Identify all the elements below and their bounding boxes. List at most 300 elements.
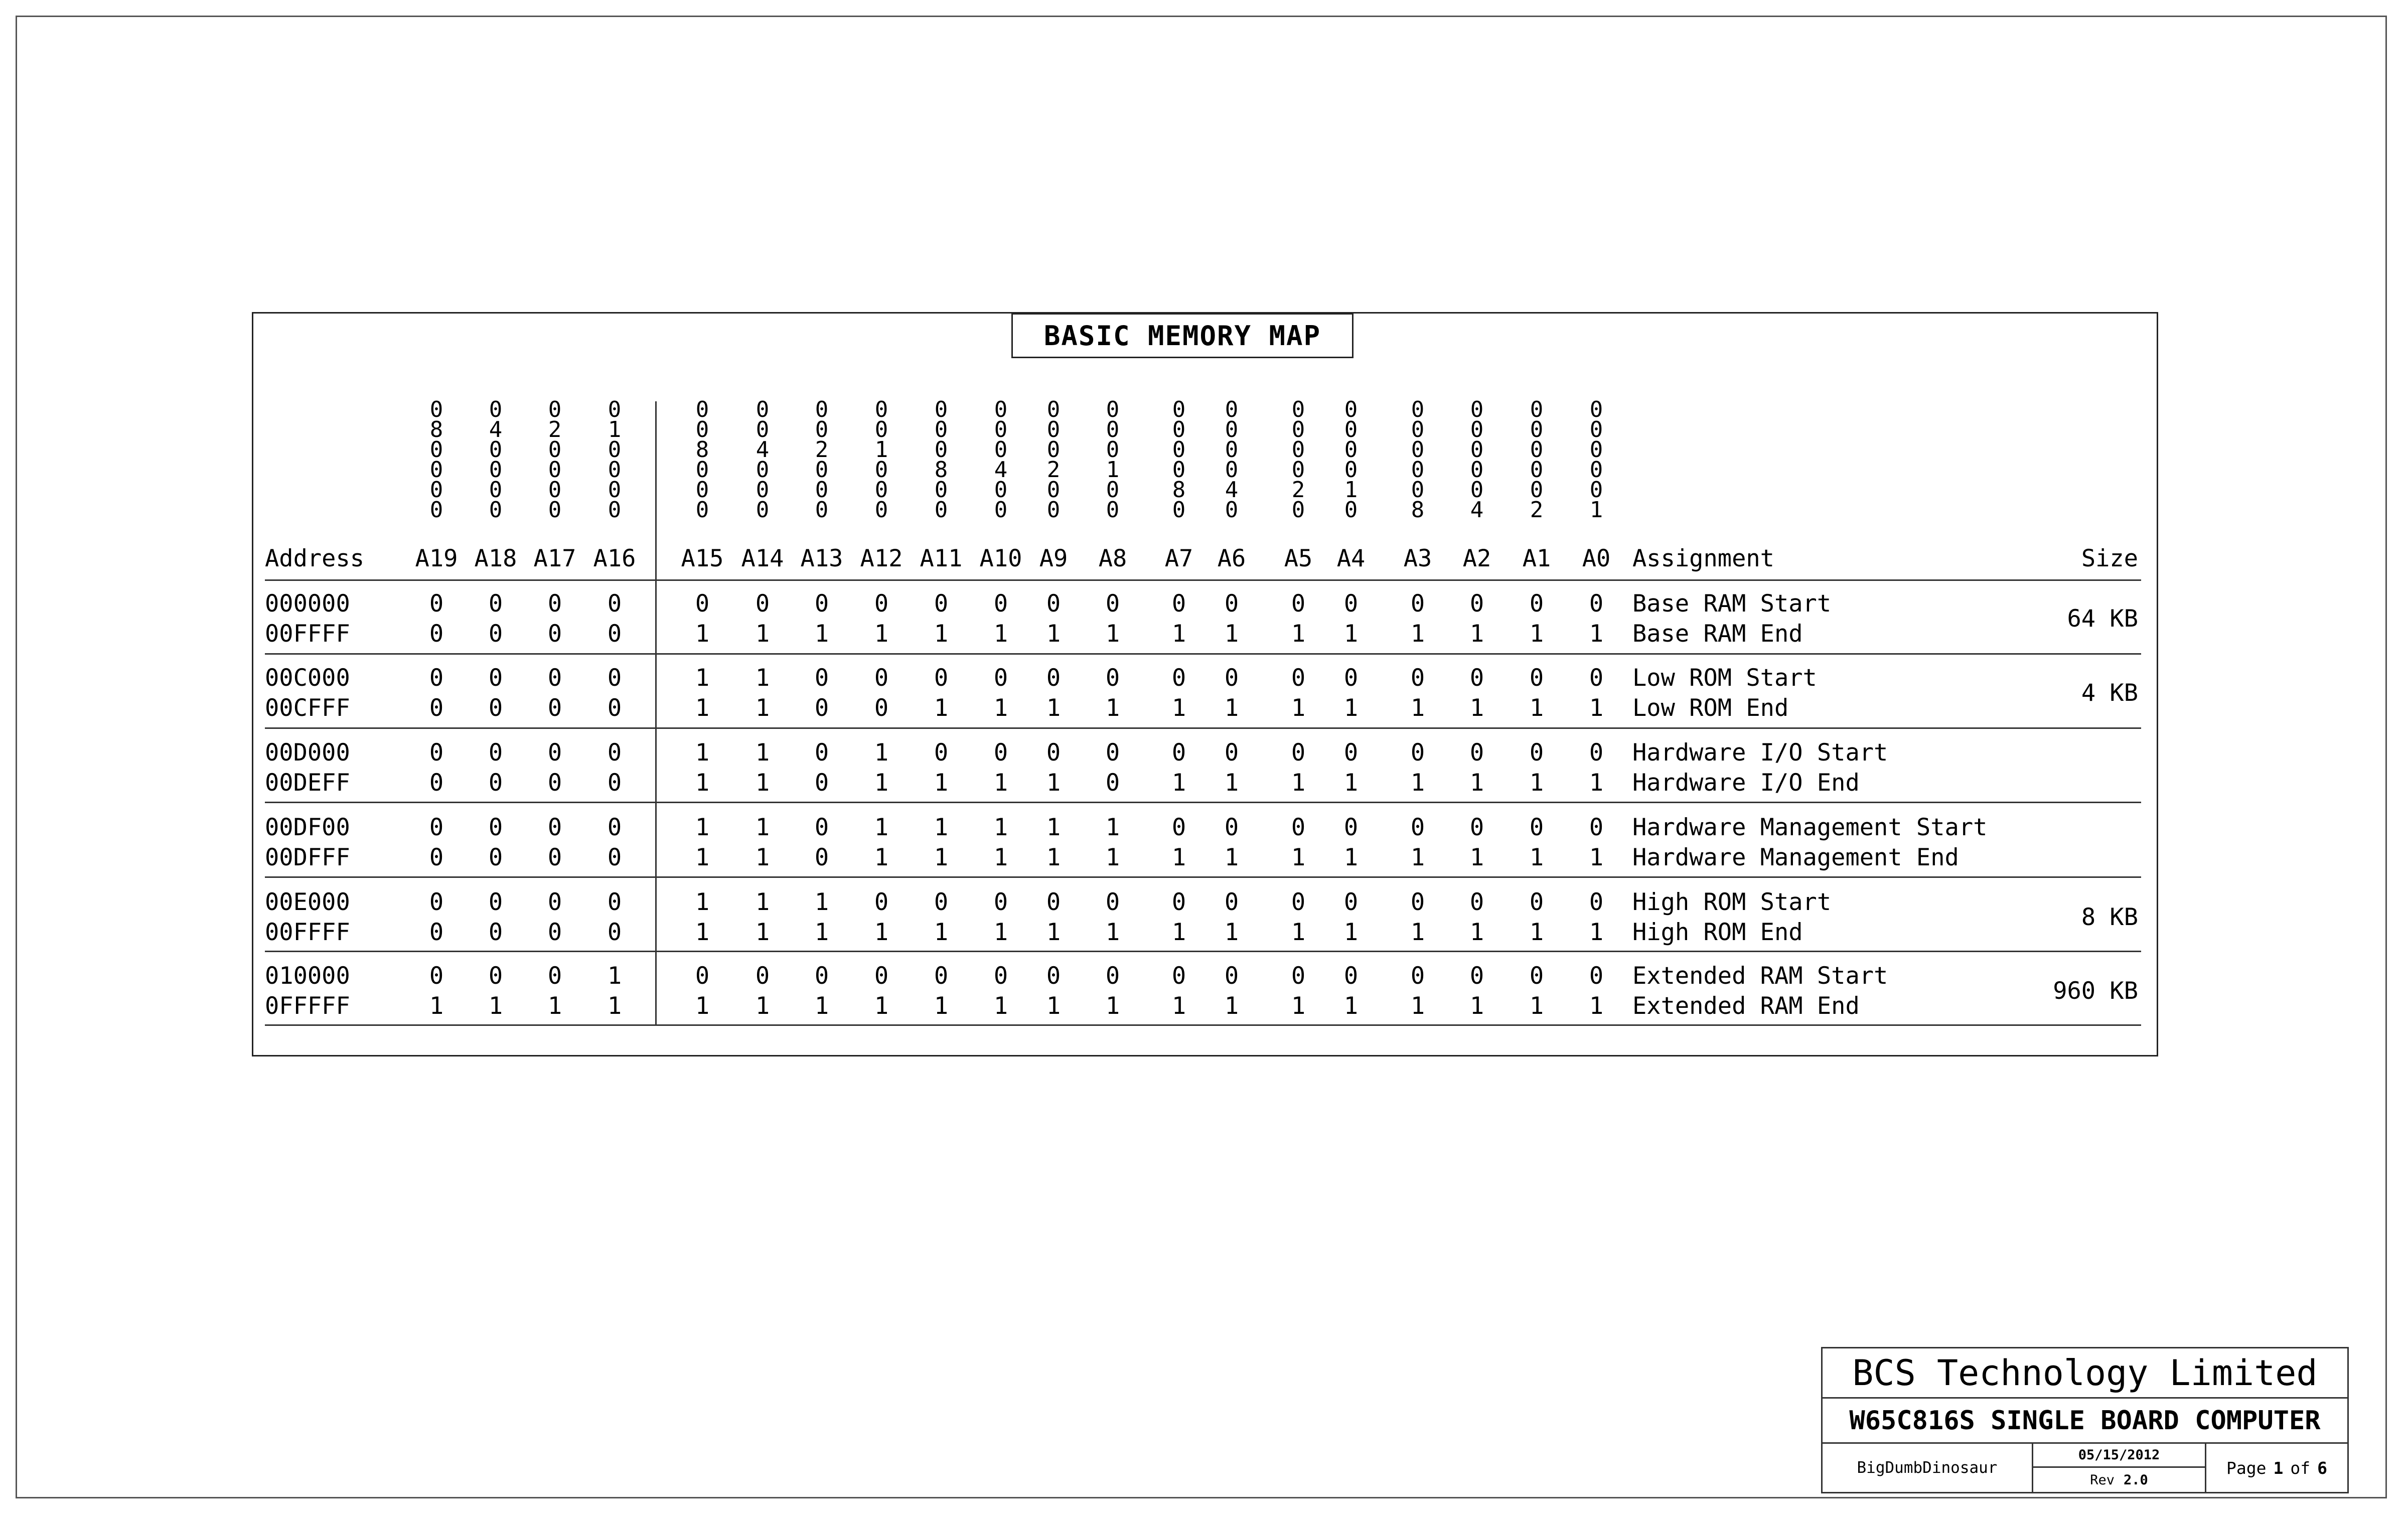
- column-weight-digit: 0: [756, 457, 770, 483]
- bit-cell: 0: [1529, 888, 1544, 916]
- column-weight-digit: 0: [1106, 417, 1120, 442]
- column-weight-digit: 0: [548, 477, 562, 503]
- title-block: [1821, 1347, 2349, 1493]
- bit-cell: 1: [934, 769, 949, 797]
- row-separator: [265, 727, 2141, 729]
- column-weight-digit: 0: [756, 417, 770, 442]
- revision-label: Rev: [2090, 1472, 2115, 1488]
- assignment-cell: Base RAM Start: [1632, 590, 1832, 618]
- bit-cell: 1: [1410, 844, 1425, 871]
- assignment-cell: Hardware Management Start: [1632, 814, 1988, 841]
- column-weight-digit: 4: [489, 417, 503, 442]
- bit-cell: 0: [874, 590, 889, 618]
- column-weight-digit: 0: [1291, 417, 1305, 442]
- column-weight-digit: 0: [1411, 417, 1425, 442]
- bit-cell: 0: [1343, 739, 1359, 767]
- bit-cell: 0: [1046, 739, 1061, 767]
- bit-cell: 0: [429, 888, 444, 916]
- bit-cell: 1: [1291, 919, 1306, 946]
- column-weight-digit: 0: [1530, 437, 1544, 463]
- bit-cell: 0: [607, 620, 622, 648]
- bit-cell: 0: [488, 962, 503, 990]
- bit-cell: 1: [1529, 769, 1544, 797]
- row-separator: [265, 951, 2141, 952]
- bit-cell: 0: [1105, 888, 1120, 916]
- bit-cell: 1: [934, 919, 949, 946]
- column-weight-digit: 0: [1344, 457, 1358, 483]
- bit-cell: 0: [1291, 962, 1306, 990]
- bit-cell: 0: [429, 739, 444, 767]
- bit-cell: 1: [1589, 919, 1604, 946]
- bit-cell: 1: [874, 620, 889, 648]
- page-number: [2206, 1444, 2347, 1492]
- column-weight-digit: 0: [815, 417, 829, 442]
- column-weight-digit: 0: [1172, 437, 1186, 463]
- bit-cell: 0: [1529, 814, 1544, 841]
- bit-cell: 0: [1171, 962, 1186, 990]
- bit-cell: 0: [1291, 888, 1306, 916]
- bit-cell: 0: [429, 620, 444, 648]
- assignment-cell: High ROM End: [1632, 919, 1803, 946]
- bit-cell: 0: [993, 590, 1008, 618]
- column-weight-digit: 0: [1589, 437, 1603, 463]
- column-header-a3: A3: [1403, 545, 1432, 572]
- bit-cell: 0: [547, 962, 562, 990]
- bit-cell: 0: [429, 664, 444, 692]
- bit-cell: 0: [429, 590, 444, 618]
- bit-cell: 1: [1224, 992, 1239, 1020]
- bit-cell: 0: [1589, 590, 1604, 618]
- column-weight-digit: 0: [934, 437, 948, 463]
- bit-cell: 0: [874, 888, 889, 916]
- bit-cell: 1: [934, 694, 949, 722]
- bit-cell: 1: [695, 769, 710, 797]
- bit-cell: 0: [607, 769, 622, 797]
- address-cell: 00FFFF: [265, 620, 350, 648]
- bit-cell: 1: [1046, 620, 1061, 648]
- column-weight-digit: 0: [934, 477, 948, 503]
- column-weight-digit: 0: [1106, 397, 1120, 422]
- bit-cell: 0: [1469, 888, 1484, 916]
- bit-cell: 0: [488, 664, 503, 692]
- bit-cell: 1: [1291, 992, 1306, 1020]
- column-weight-digit: 0: [1291, 397, 1305, 422]
- bit-cell: 0: [1410, 962, 1425, 990]
- bit-cell: 1: [547, 992, 562, 1020]
- bit-cell: 0: [1105, 590, 1120, 618]
- assignment-cell: High ROM Start: [1632, 888, 1832, 916]
- bit-cell: 1: [1343, 844, 1359, 871]
- bit-cell: 0: [547, 769, 562, 797]
- column-weight-digit: 0: [1344, 437, 1358, 463]
- column-weight-digit: 1: [1106, 457, 1120, 483]
- column-weight-digit: 0: [1589, 417, 1603, 442]
- column-weight-digit: 2: [1046, 457, 1061, 483]
- bit-cell: 1: [993, 620, 1008, 648]
- assignment-cell: Extended RAM Start: [1632, 962, 1888, 990]
- bit-cell: 0: [488, 919, 503, 946]
- column-weight-digit: 0: [548, 437, 562, 463]
- column-weight-digit: 0: [1530, 397, 1544, 422]
- column-weight-digit: 0: [1106, 437, 1120, 463]
- column-weight-digit: 0: [874, 497, 888, 523]
- column-header-a10: A10: [979, 545, 1022, 572]
- bit-cell: 0: [874, 694, 889, 722]
- column-weight-digit: 0: [874, 397, 888, 422]
- assignment-cell: Low ROM End: [1632, 694, 1789, 722]
- column-weight-digit: 0: [548, 397, 562, 422]
- address-cell: 00DEFF: [265, 769, 350, 797]
- bit-cell: 0: [1046, 590, 1061, 618]
- bit-cell: 1: [1589, 844, 1604, 871]
- column-weight-digit: 0: [934, 497, 948, 523]
- assignment-cell: Low ROM Start: [1632, 664, 1817, 692]
- column-header-a16: A16: [593, 545, 636, 572]
- memory-map-frame: [252, 312, 2158, 1056]
- column-weight-digit: 0: [1470, 477, 1484, 503]
- bit-cell: 0: [607, 590, 622, 618]
- bit-cell: 0: [755, 962, 770, 990]
- bit-cell: 1: [1046, 992, 1061, 1020]
- bit-cell: 0: [488, 739, 503, 767]
- bit-cell: 0: [1469, 962, 1484, 990]
- column-header-a4: A4: [1336, 545, 1366, 572]
- bit-cell: 0: [1529, 962, 1544, 990]
- column-weight-digit: 0: [934, 417, 948, 442]
- bit-cell: 1: [934, 992, 949, 1020]
- bit-cell: 0: [1171, 814, 1186, 841]
- column-weight-digit: 0: [874, 417, 888, 442]
- bit-cell: 1: [874, 844, 889, 871]
- row-separator: [265, 876, 2141, 878]
- column-weight-digit: 0: [429, 437, 443, 463]
- bit-cell: 0: [1469, 590, 1484, 618]
- column-weight-digit: 0: [1225, 417, 1239, 442]
- bit-cell: 0: [1291, 664, 1306, 692]
- bit-cell: 1: [1291, 769, 1306, 797]
- column-weight-digit: 0: [1046, 437, 1061, 463]
- bit-cell: 0: [1046, 888, 1061, 916]
- column-weight-digit: 0: [994, 437, 1008, 463]
- bit-cell: 1: [1469, 844, 1484, 871]
- bit-cell: 1: [1410, 620, 1425, 648]
- column-weight-digit: 0: [1172, 457, 1186, 483]
- column-weight-digit: 0: [1411, 437, 1425, 463]
- bit-cell: 0: [1105, 739, 1120, 767]
- address-cell: 00DFFF: [265, 844, 350, 871]
- bit-cell: 0: [607, 888, 622, 916]
- drawing-date: 05/15/2012: [2033, 1444, 2206, 1468]
- bit-cell: 1: [1469, 620, 1484, 648]
- column-weight-digit: 0: [815, 497, 829, 523]
- column-weight-digit: 0: [489, 437, 503, 463]
- column-weight-digit: 0: [695, 457, 709, 483]
- bit-cell: 1: [1410, 992, 1425, 1020]
- bit-cell: 0: [488, 814, 503, 841]
- bit-cell: 0: [547, 694, 562, 722]
- page-label: Page: [2226, 1458, 2267, 1478]
- column-weight-digit: 4: [1470, 497, 1484, 523]
- column-header-a0: A0: [1582, 545, 1611, 572]
- column-weight-digit: 0: [608, 457, 622, 483]
- bit-cell: 0: [547, 888, 562, 916]
- bit-cell: 1: [814, 620, 829, 648]
- bit-cell: 1: [755, 620, 770, 648]
- bit-cell: 0: [695, 590, 710, 618]
- address-cell: 00E000: [265, 888, 350, 916]
- bit-cell: 0: [607, 919, 622, 946]
- column-weight-digit: 0: [1530, 457, 1544, 483]
- bit-cell: 0: [1410, 664, 1425, 692]
- column-weight-digit: 0: [874, 457, 888, 483]
- column-weight-digit: 0: [548, 497, 562, 523]
- bit-cell: 0: [1105, 962, 1120, 990]
- column-weight-digit: 0: [1589, 397, 1603, 422]
- assignment-header: Assignment: [1632, 545, 1774, 572]
- address-cell: 00D000: [265, 739, 350, 767]
- bit-cell: 1: [1171, 992, 1186, 1020]
- bit-cell: 1: [1046, 919, 1061, 946]
- assignment-cell: Hardware I/O End: [1632, 769, 1860, 797]
- column-weight-digit: 0: [695, 417, 709, 442]
- bit-cell: 0: [488, 888, 503, 916]
- bit-cell: 0: [993, 888, 1008, 916]
- column-header-a12: A12: [860, 545, 903, 572]
- bit-cell: 1: [1105, 694, 1120, 722]
- column-weight-digit: 0: [994, 417, 1008, 442]
- bit-cell: 1: [1529, 919, 1544, 946]
- column-weight-digit: 0: [756, 477, 770, 503]
- column-weight-digit: 0: [1225, 437, 1239, 463]
- column-weight-digit: 4: [1225, 477, 1239, 503]
- bit-cell: 1: [1105, 844, 1120, 871]
- bit-cell: 0: [607, 664, 622, 692]
- bit-cell: 1: [1589, 694, 1604, 722]
- page-of-label: of: [2290, 1458, 2311, 1478]
- column-weight-digit: 0: [1291, 497, 1305, 523]
- column-weight-digit: 4: [756, 437, 770, 463]
- bit-cell: 1: [1224, 844, 1239, 871]
- bit-cell: 0: [1171, 664, 1186, 692]
- address-cell: 00C000: [265, 664, 350, 692]
- bit-cell: 1: [993, 814, 1008, 841]
- column-header-a7: A7: [1164, 545, 1193, 572]
- size-cell: 64 KB: [2067, 605, 2138, 633]
- column-weight-digit: 0: [1530, 417, 1544, 442]
- column-weight-digit: 0: [1225, 457, 1239, 483]
- column-weight-digit: 2: [548, 417, 562, 442]
- bit-cell: 0: [814, 664, 829, 692]
- bit-cell: 1: [1469, 769, 1484, 797]
- bit-cell: 0: [1343, 590, 1359, 618]
- bit-cell: 0: [1224, 888, 1239, 916]
- bit-cell: 0: [814, 769, 829, 797]
- bit-cell: 0: [1529, 590, 1544, 618]
- bit-cell: 0: [1589, 814, 1604, 841]
- bit-cell: 1: [607, 992, 622, 1020]
- bit-cell: 0: [993, 739, 1008, 767]
- bit-cell: 0: [934, 962, 949, 990]
- bit-cell: 1: [755, 694, 770, 722]
- bit-cell: 0: [1469, 814, 1484, 841]
- column-weight-digit: 1: [608, 417, 622, 442]
- bit-cell: 0: [814, 814, 829, 841]
- bit-cell: 1: [1343, 694, 1359, 722]
- bit-cell: 1: [1171, 844, 1186, 871]
- bit-cell: 0: [547, 590, 562, 618]
- bit-cell: 1: [814, 888, 829, 916]
- column-header-a6: A6: [1217, 545, 1246, 572]
- bit-cell: 1: [1224, 769, 1239, 797]
- bit-cell: 1: [695, 620, 710, 648]
- column-weight-digit: 2: [1530, 497, 1544, 523]
- bit-cell: 1: [1343, 992, 1359, 1020]
- bit-cell: 0: [1171, 888, 1186, 916]
- column-weight-digit: 0: [489, 397, 503, 422]
- column-weight-digit: 0: [1470, 437, 1484, 463]
- bit-cell: 1: [874, 919, 889, 946]
- bit-cell: 0: [1171, 590, 1186, 618]
- bit-cell: 0: [607, 844, 622, 871]
- bit-cell: 0: [429, 814, 444, 841]
- column-weight-digit: 8: [934, 457, 948, 483]
- size-cell: 4 KB: [2081, 679, 2138, 707]
- bit-cell: 1: [1171, 919, 1186, 946]
- column-weight-digit: 0: [1530, 477, 1544, 503]
- bit-cell: 0: [814, 590, 829, 618]
- bit-cell: 0: [607, 739, 622, 767]
- column-weight-digit: 0: [1470, 417, 1484, 442]
- address-header: Address: [265, 545, 365, 572]
- bit-cell: 0: [1469, 664, 1484, 692]
- bit-cell: 1: [695, 664, 710, 692]
- column-weight-digit: 0: [548, 457, 562, 483]
- column-weight-digit: 0: [1106, 497, 1120, 523]
- bit-cell: 1: [1343, 769, 1359, 797]
- bit-cell: 1: [1046, 769, 1061, 797]
- column-weight-digit: 0: [1344, 397, 1358, 422]
- column-weight-digit: 8: [1411, 497, 1425, 523]
- bit-cell: 1: [1410, 919, 1425, 946]
- bit-cell: 1: [1171, 769, 1186, 797]
- bit-cell: 1: [1589, 992, 1604, 1020]
- column-weight-digit: 0: [994, 397, 1008, 422]
- column-weight-digit: 0: [1046, 397, 1061, 422]
- bit-cell: 1: [1046, 814, 1061, 841]
- bit-cell: 1: [695, 694, 710, 722]
- revision: [2033, 1468, 2206, 1492]
- bit-cell: 0: [1224, 962, 1239, 990]
- bit-cell: 1: [755, 769, 770, 797]
- bit-cell: 0: [1589, 888, 1604, 916]
- bit-cell: 1: [1105, 919, 1120, 946]
- assignment-cell: Extended RAM End: [1632, 992, 1860, 1020]
- bit-cell: 1: [934, 844, 949, 871]
- bit-cell: 0: [547, 844, 562, 871]
- column-weight-digit: 0: [1172, 417, 1186, 442]
- size-cell: 960 KB: [2053, 977, 2138, 1005]
- bit-cell: 0: [429, 962, 444, 990]
- column-header-a17: A17: [533, 545, 576, 572]
- bit-cell: 1: [934, 814, 949, 841]
- bit-cell: 1: [488, 992, 503, 1020]
- column-weight-digit: 8: [429, 417, 443, 442]
- bit-cell: 1: [695, 992, 710, 1020]
- bit-cell: 0: [1410, 590, 1425, 618]
- bit-cell: 1: [874, 992, 889, 1020]
- bit-cell: 1: [755, 814, 770, 841]
- column-weight-digit: 0: [429, 397, 443, 422]
- bit-cell: 1: [1224, 694, 1239, 722]
- bit-cell: 1: [1171, 620, 1186, 648]
- bit-cell: 0: [874, 962, 889, 990]
- column-weight-digit: 0: [1225, 397, 1239, 422]
- row-separator: [265, 579, 2141, 581]
- bit-cell: 1: [1105, 814, 1120, 841]
- bit-cell: 0: [429, 844, 444, 871]
- address-cell: 00CFFF: [265, 694, 350, 722]
- address-cell: 00DF00: [265, 814, 350, 841]
- column-header-a19: A19: [415, 545, 458, 572]
- bit-cell: 0: [1224, 590, 1239, 618]
- bit-cell: 1: [993, 769, 1008, 797]
- row-separator: [265, 802, 2141, 803]
- column-weight-digit: 1: [874, 437, 888, 463]
- bit-cell: 0: [429, 694, 444, 722]
- bit-cell: 1: [874, 814, 889, 841]
- bit-cell: 0: [1105, 664, 1120, 692]
- bit-cell: 0: [934, 888, 949, 916]
- column-header-a1: A1: [1522, 545, 1551, 572]
- bit-cell: 0: [607, 694, 622, 722]
- bit-cell: 0: [1171, 739, 1186, 767]
- address-cell: 0FFFFF: [265, 992, 350, 1020]
- author-name: BigDumbDinosaur: [1823, 1444, 2033, 1492]
- bit-cell: 1: [1529, 844, 1544, 871]
- bit-cell: 0: [814, 694, 829, 722]
- column-weight-digit: 0: [1589, 477, 1603, 503]
- size-header: Size: [2081, 545, 2138, 572]
- bit-cell: 1: [993, 694, 1008, 722]
- bit-cell: 0: [695, 962, 710, 990]
- column-weight-digit: 2: [1291, 477, 1305, 503]
- bit-cell: 0: [547, 620, 562, 648]
- assignment-cell: Hardware Management End: [1632, 844, 1959, 871]
- address-cell: 00FFFF: [265, 919, 350, 946]
- bit-cell: 1: [993, 844, 1008, 871]
- memory-map-title: BASIC MEMORY MAP: [1011, 313, 1353, 358]
- column-weight-digit: 0: [1470, 397, 1484, 422]
- bit-cell: 0: [814, 962, 829, 990]
- column-weight-digit: 0: [815, 397, 829, 422]
- column-weight-digit: 0: [695, 397, 709, 422]
- bit-cell: 0: [934, 739, 949, 767]
- assignment-cell: Hardware I/O Start: [1632, 739, 1888, 767]
- assignment-cell: Base RAM End: [1632, 620, 1803, 648]
- column-weight-digit: 0: [489, 457, 503, 483]
- bit-cell: 1: [1224, 919, 1239, 946]
- product-name: W65C816S SINGLE BOARD COMPUTER: [1823, 1399, 2347, 1444]
- bit-cell: 0: [547, 664, 562, 692]
- column-weight-digit: 0: [1046, 477, 1061, 503]
- column-weight-digit: 0: [756, 497, 770, 523]
- bit-cell: 1: [1410, 769, 1425, 797]
- column-weight-digit: 0: [1411, 477, 1425, 503]
- bit-cell: 1: [1105, 992, 1120, 1020]
- column-header-a8: A8: [1098, 545, 1127, 572]
- bit-cell: 0: [1046, 962, 1061, 990]
- column-weight-digit: 0: [815, 477, 829, 503]
